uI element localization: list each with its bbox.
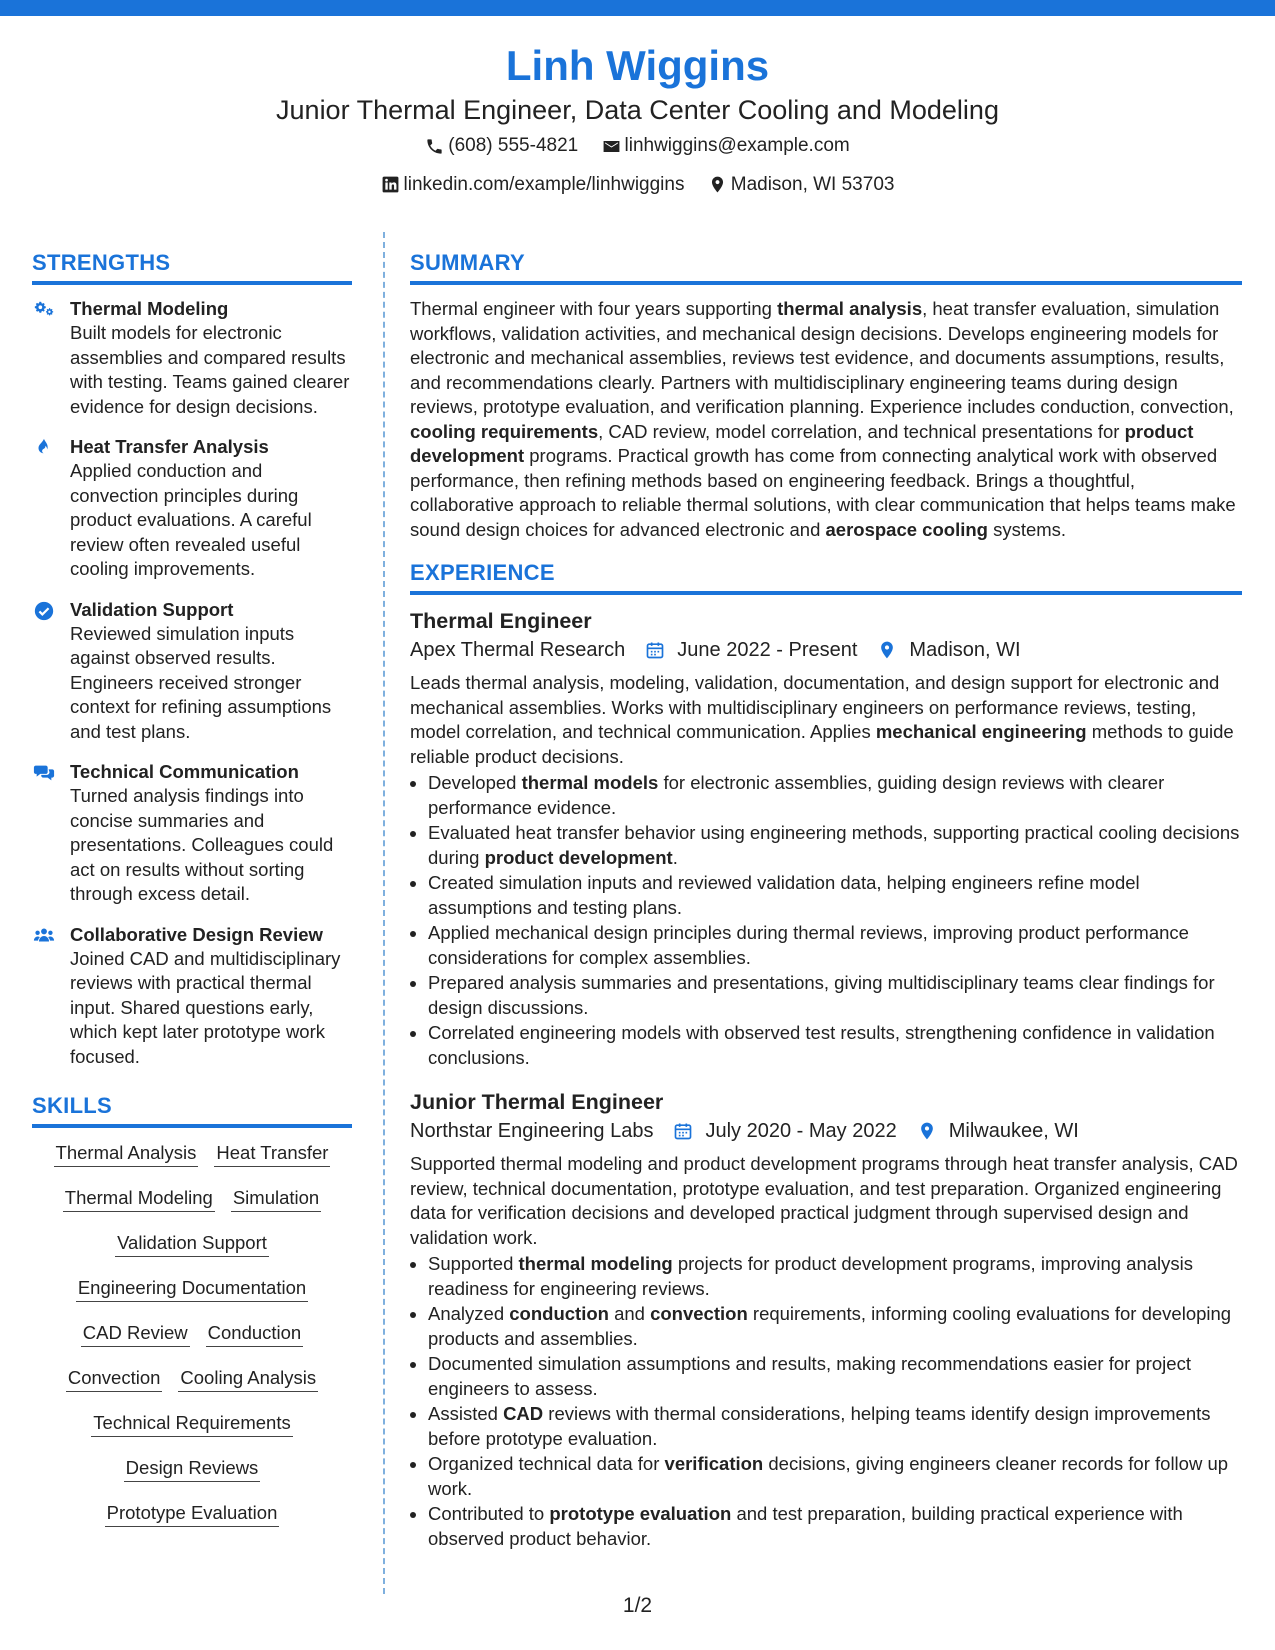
skill-tag: Cooling Analysis — [178, 1365, 318, 1392]
company-name: Northstar Engineering Labs — [410, 1120, 654, 1142]
bullet-item: • Contributed to prototype evaluation and test preparation, building practical experience with observed product behavior. — [428, 1502, 1242, 1551]
job-description: Supported thermal modeling and product development programs through heat transfer analysis, CAD review, technical documentation, prototype evaluation, and test preparation. Organized engineering data for verification decisions and developed practical judgment through supervised design and validation work. — [410, 1153, 1238, 1248]
skills-heading: SKILLS — [32, 1091, 352, 1128]
bullet-item: • Prepared analysis summaries and presentations, giving multidisciplinary teams clear findings for design discussions. — [428, 971, 1242, 1020]
flame-icon — [32, 437, 56, 459]
strength-title: Heat Transfer Analysis — [70, 436, 269, 457]
resume-header — [0, 40, 1275, 205]
job-meta — [410, 635, 1242, 665]
map-pin-icon — [708, 175, 727, 194]
bullet-item: • Documented simulation assumptions and results, making recommendations easier for project engineers to assess. — [428, 1352, 1242, 1401]
job-bullets — [410, 771, 1242, 1070]
strength-title: Validation Support — [70, 598, 234, 620]
skills-row — [32, 1365, 352, 1410]
bullet-item: • Analyzed conduction and convection requirements, informing cooling evaluations for developing products and assemblies. — [428, 1302, 1242, 1351]
bold-keyword: mechanical engineering — [875, 721, 1087, 742]
email-contact[interactable] — [602, 130, 850, 162]
bold-keyword: thermal modeling — [518, 1253, 673, 1274]
summary-heading: SUMMARY — [410, 248, 1242, 285]
skills-row — [32, 1500, 352, 1545]
strength-description: Reviewed simulation inputs against observed results. Engineers received stronger context for refining assumptions and test plans. — [70, 622, 332, 742]
bold-keyword: conduction — [509, 1303, 609, 1324]
job-dates — [645, 635, 857, 665]
map-pin-icon — [917, 1121, 937, 1141]
skills-row — [32, 1275, 352, 1320]
column-divider — [383, 232, 385, 1594]
strengths-list — [32, 297, 352, 1069]
right-column — [410, 248, 1242, 1552]
job-location-text: Milwaukee, WI — [948, 1120, 1079, 1142]
strength-item — [32, 760, 352, 907]
job-location — [917, 1116, 1079, 1146]
strength-description: Turned analysis findings into concise summaries and presentations. Colleagues could act on results without sorting through excess detail. — [70, 785, 334, 904]
summary-text: Thermal engineer with four years supporting thermal analysis, heat transfer evaluation, simulation workflows, validation activities, and mechanical design decisions. Develops engineering models for electronic and mechanical assemblies, reviews test evidence, and documents assumptions, results, and recommendations clearly. Partners with multidisciplinary engineering teams during design reviews, prototype evaluation, and verification planning. Experience includes conduction, convection, cooling requirements, CAD review, model correlation, and technical presentations for product development programs. Practical growth has come from connecting analytical work with observed performance, then refining methods based on engineering feedback. Brings a thoughtful, collaborative approach to reliable thermal solutions, with clear communication that helps teams make sound design choices for advanced electronic and aerospace cooling systems. — [410, 298, 1236, 540]
bullet-item: • Assisted CAD reviews with thermal considerations, helping teams identify design improvements before prototype evaluation. — [428, 1402, 1242, 1451]
bullet-item: • Correlated engineering models with observed test results, strengthening confidence in validation conclusions. — [428, 1021, 1242, 1070]
comments-icon — [32, 762, 56, 784]
strength-description: Joined CAD and multidisciplinary reviews with practical thermal input. Shared questions early, which kept later prototype work focused. — [70, 947, 341, 1067]
bold-keyword: product development — [410, 420, 1194, 466]
strength-item — [32, 435, 352, 582]
contact-row-2 — [0, 169, 1275, 206]
job-entry — [410, 607, 1242, 1070]
skill-tag: Technical Requirements — [91, 1410, 292, 1437]
bold-keyword: CAD — [503, 1403, 544, 1424]
skill-tag: Convection — [66, 1365, 163, 1392]
calendar-icon — [645, 640, 665, 660]
skill-tag: Validation Support — [115, 1230, 269, 1257]
email-text[interactable]: linhwiggins@example.com — [624, 135, 850, 156]
strength-item — [32, 923, 352, 1070]
top-accent-bar — [0, 0, 1275, 16]
page-number: 1/2 — [622, 1594, 653, 1617]
job-title: Thermal Engineer — [410, 609, 592, 633]
skill-tag: Prototype Evaluation — [105, 1500, 280, 1527]
calendar-icon — [673, 1121, 693, 1141]
skill-tag: Engineering Documentation — [76, 1275, 308, 1302]
gears-icon — [32, 299, 56, 321]
skills-row — [32, 1320, 352, 1365]
bullet-item: • Evaluated heat transfer behavior using engineering methods, supporting practical cooling decisions during product development. — [428, 821, 1242, 870]
bold-keyword: aerospace cooling — [825, 518, 988, 540]
candidate-name: Linh Wiggins — [505, 42, 770, 89]
bold-keyword: product development — [484, 846, 673, 868]
location-contact — [708, 169, 895, 201]
phone-text: (608) 555-4821 — [448, 135, 579, 156]
job-meta — [410, 1116, 1242, 1146]
skill-tag: Heat Transfer — [214, 1140, 330, 1167]
skill-tag: Design Reviews — [124, 1455, 261, 1482]
skills-row — [32, 1140, 352, 1185]
users-icon — [32, 925, 56, 947]
strength-description: Applied conduction and convection principles during product evaluations. A careful review often revealed useful cooling improvements. — [70, 460, 312, 579]
skill-tag: Thermal Analysis — [54, 1140, 199, 1167]
skills-list — [32, 1140, 352, 1545]
bullet-item: • Created simulation inputs and reviewed validation data, helping engineers refine model assumptions and testing plans. — [428, 871, 1242, 920]
check-circle-icon — [32, 600, 56, 622]
left-column — [32, 248, 352, 1545]
linkedin-icon — [381, 175, 400, 194]
bold-keyword: convection — [650, 1303, 748, 1324]
phone-icon — [425, 137, 444, 156]
strength-title: Technical Communication — [70, 761, 299, 782]
bullet-item: • Developed thermal models for electronic assemblies, guiding design reviews with clearer performance evidence. — [428, 771, 1242, 820]
strength-item — [32, 598, 352, 745]
bullet-item: • Organized technical data for verification decisions, giving engineers cleaner records for follow up work. — [428, 1452, 1242, 1501]
strength-description: Built models for electronic assemblies and compared results with testing. Teams gained clearer evidence for design decisions. — [70, 322, 350, 417]
envelope-icon — [602, 137, 621, 156]
phone-contact — [425, 130, 578, 162]
job-location-text: Madison, WI — [909, 639, 1021, 661]
job-dates-text: July 2020 - May 2022 — [705, 1120, 897, 1142]
strength-item — [32, 297, 352, 419]
experience-heading: EXPERIENCE — [410, 558, 1242, 595]
skill-tag: CAD Review — [81, 1320, 190, 1347]
skills-row — [32, 1455, 352, 1500]
job-bullets — [410, 1252, 1242, 1551]
skills-row — [32, 1230, 352, 1275]
job-description: Leads thermal analysis, modeling, validation, documentation, and design support for electronic and mechanical assemblies. Works with multidisciplinary engineers on performance reviews, testing, model correlation, and technical communication. Applies mechanical engineering methods to guide reliable product decisions. — [410, 672, 1234, 767]
bullet-item: • Applied mechanical design principles during thermal reviews, improving product performance considerations for complex assemblies. — [428, 921, 1242, 970]
bold-keyword: prototype evaluation — [549, 1503, 732, 1524]
map-pin-icon — [877, 640, 897, 660]
strength-title: Thermal Modeling — [70, 298, 229, 319]
linkedin-text[interactable]: linkedin.com/example/linhwiggins — [403, 173, 685, 195]
candidate-title: Junior Thermal Engineer, Data Center Cooling and Modeling — [276, 95, 999, 125]
bold-keyword: cooling requirements — [410, 420, 599, 442]
strength-title: Collaborative Design Review — [70, 923, 323, 945]
skills-row — [32, 1185, 352, 1230]
job-location — [877, 635, 1020, 665]
bold-keyword: thermal models — [521, 772, 659, 793]
job-entry — [410, 1088, 1242, 1551]
bold-keyword: verification — [664, 1453, 764, 1474]
skills-row — [32, 1410, 352, 1455]
skill-tag: Conduction — [206, 1320, 304, 1347]
skill-tag: Simulation — [231, 1185, 321, 1212]
company-name: Apex Thermal Research — [410, 639, 626, 661]
job-dates-text: June 2022 - Present — [677, 639, 858, 661]
bullet-item: • Supported thermal modeling projects for product development programs, improving analysis readiness for engineering reviews. — [428, 1252, 1242, 1301]
location-text: Madison, WI 53703 — [730, 173, 895, 195]
job-dates — [673, 1116, 896, 1146]
strengths-heading: STRENGTHS — [32, 248, 352, 285]
linkedin-contact[interactable] — [381, 169, 685, 201]
contact-row-1 — [0, 130, 1275, 167]
experience-list — [410, 607, 1242, 1551]
skill-tag: Thermal Modeling — [63, 1185, 215, 1212]
job-title: Junior Thermal Engineer — [410, 1090, 664, 1114]
bold-keyword: thermal analysis — [777, 298, 923, 319]
